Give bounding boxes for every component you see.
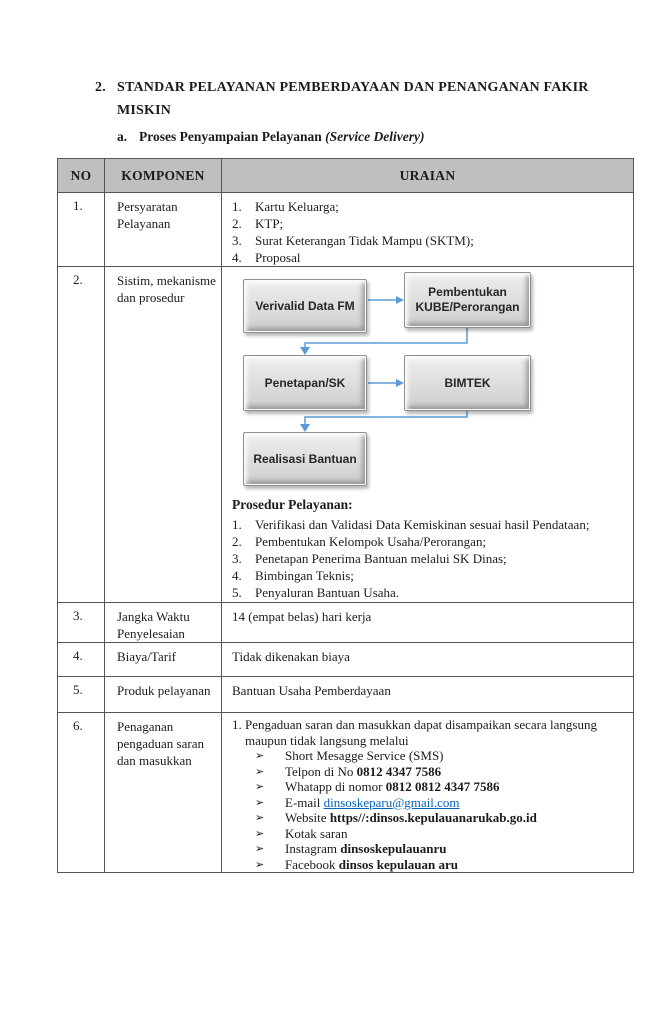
- complaint-intro-line2: maupun tidak langsung melalui: [245, 732, 409, 748]
- flow-box-verivalid-data-fm: Verivalid Data FM: [243, 279, 367, 333]
- list-item: 1. Kartu Keluarga;: [232, 199, 339, 214]
- procedure-section: [222, 496, 633, 601]
- channel-text: E-mail dinsoskeparu@gmail.com: [285, 794, 460, 810]
- section-number: 2.: [95, 80, 106, 95]
- channel-item-sms: [255, 748, 629, 764]
- cell-uraian: Tidak dikenakan biaya: [222, 643, 634, 677]
- cell-no: 6.: [58, 713, 105, 873]
- facebook-handle: dinsos kepulauan aru: [338, 856, 459, 872]
- row-penanganan-pengaduan: [58, 713, 634, 873]
- channel-item-email: [255, 795, 629, 811]
- cell-komponen: Biaya/Tarif: [105, 643, 222, 677]
- cell-no: 4.: [58, 643, 105, 677]
- arrowhead-down-icon: [300, 424, 310, 432]
- channel-item-facebook: [255, 857, 629, 873]
- cell-uraian: 14 (empat belas) hari kerja: [222, 603, 634, 643]
- list-item: 4. Proposal: [232, 250, 301, 265]
- email-link[interactable]: dinsoskeparu@gmail.com: [323, 794, 460, 810]
- row-persyaratan: [58, 193, 634, 267]
- channel-item-telpon: [255, 764, 629, 780]
- subsection-title: Proses Penyampaian Pelayanan (Service Delivery): [139, 129, 425, 144]
- connector-bimtek-to-realisasi: [305, 411, 467, 424]
- header-no: NO: [58, 159, 105, 193]
- channel-item-whatsapp: [255, 779, 629, 795]
- whatsapp-number: 0812 0812 4347 7586: [385, 779, 500, 794]
- table-header-row: [58, 159, 634, 193]
- procedure-heading: Prosedur Pelayanan:: [232, 497, 353, 512]
- phone-number: 0812 4347 7586: [356, 763, 442, 779]
- section-heading: [95, 76, 592, 122]
- list-item: 5. Penyaluran Bantuan Usaha.: [232, 585, 400, 600]
- cell-no: 2.: [58, 267, 105, 603]
- procedure-list: [232, 516, 627, 601]
- section-title: [117, 76, 592, 122]
- row-produk-pelayanan: [58, 677, 634, 713]
- subsection-title-italic: (Service Delivery): [325, 129, 425, 144]
- channel-text: Whatapp di nomor 0812 0812 4347 7586: [285, 779, 500, 794]
- requirements-list: [232, 198, 627, 266]
- flow-box-penetapan-sk: Penetapan/SK: [243, 355, 367, 411]
- arrowhead-right-icon: [396, 296, 404, 304]
- section-title-line2: MISKIN: [117, 103, 172, 118]
- cell-komponen: Sistim, mekanisme dan prosedur: [105, 267, 222, 603]
- header-komponen: KOMPONEN: [105, 159, 222, 193]
- procedure-flowchart: [222, 267, 633, 491]
- cell-no: 3.: [58, 603, 105, 643]
- section-title-line1: STANDAR PELAYANAN PEMBERDAYAAN DAN PENANGANAN FAKIR: [117, 80, 589, 95]
- arrow-bullet-icon: ➢: [255, 857, 265, 871]
- row-biaya-tarif: [58, 643, 634, 677]
- row-jangka-waktu: [58, 603, 634, 643]
- row-sistim-mekanisme: [58, 267, 634, 603]
- cell-uraian: [222, 267, 634, 603]
- arrow-bullet-icon: ➢: [255, 811, 265, 824]
- website-url: https//:dinsos.kepulauanarukab.go.id: [329, 810, 537, 825]
- channel-item-kotak-saran: [255, 826, 629, 842]
- cell-no: 1.: [58, 193, 105, 267]
- list-item: 3. Penetapan Penerima Bantuan melalui SK Dinas;: [232, 551, 507, 566]
- subsection-heading: [117, 129, 424, 145]
- cell-no: 5.: [58, 677, 105, 713]
- complaint-intro: 1. Pengaduan saran dan masukkan dapat disampaikan secara langsung: [232, 717, 597, 732]
- arrow-bullet-icon: ➢: [255, 795, 265, 809]
- cell-komponen: Penaganan pengaduan saran dan masukkan: [105, 713, 222, 873]
- list-item: 2. KTP;: [232, 216, 284, 231]
- flow-box-bimtek: BIMTEK: [404, 355, 531, 411]
- list-item: 2. Pembentukan Kelompok Usaha/Perorangan;: [232, 534, 487, 549]
- channel-item-website: [255, 810, 629, 826]
- flow-box-pembentukan-kube: Pembentukan KUBE/Perorangan: [404, 272, 531, 328]
- service-standard-table: [57, 158, 634, 873]
- cell-uraian: [222, 713, 634, 873]
- channel-text: Kotak saran: [285, 825, 348, 841]
- channel-text: Instagram dinsoskepulauanru: [285, 841, 447, 856]
- channel-text: Short Mesagge Service (SMS): [285, 748, 444, 763]
- arrowhead-down-icon: [300, 347, 310, 355]
- arrowhead-right-icon: [396, 379, 404, 387]
- subsection-letter: a.: [117, 129, 128, 144]
- channel-item-instagram: [255, 841, 629, 857]
- cell-komponen: Persyaratan Pelayanan: [105, 193, 222, 267]
- arrow-bullet-icon: ➢: [255, 780, 265, 793]
- channel-text: Telpon di No 0812 4347 7586: [285, 763, 442, 779]
- flow-box-realisasi-bantuan: Realisasi Bantuan: [243, 432, 367, 486]
- arrow-bullet-icon: ➢: [255, 764, 265, 778]
- instagram-handle: dinsoskepulauanru: [340, 841, 447, 856]
- arrow-bullet-icon: ➢: [255, 826, 265, 840]
- channel-text: Facebook dinsos kepulauan aru: [285, 856, 459, 872]
- arrow-bullet-icon: ➢: [255, 842, 265, 855]
- cell-komponen: Produk pelayanan: [105, 677, 222, 713]
- list-item: 4. Bimbingan Teknis;: [232, 568, 354, 583]
- cell-uraian: [222, 193, 634, 267]
- cell-uraian: Bantuan Usaha Pemberdayaan: [222, 677, 634, 713]
- header-uraian: URAIAN: [222, 159, 634, 193]
- list-item: 3. Surat Keterangan Tidak Mampu (SKTM);: [232, 233, 474, 248]
- channel-text: Website https//:dinsos.kepulauanarukab.go.id: [285, 810, 537, 825]
- arrow-bullet-icon: ➢: [255, 749, 265, 762]
- cell-komponen: Jangka Waktu Penyelesaian: [105, 603, 222, 643]
- list-item: 1. Verifikasi dan Validasi Data Kemiskinan sesuai hasil Pendataan;: [232, 517, 590, 532]
